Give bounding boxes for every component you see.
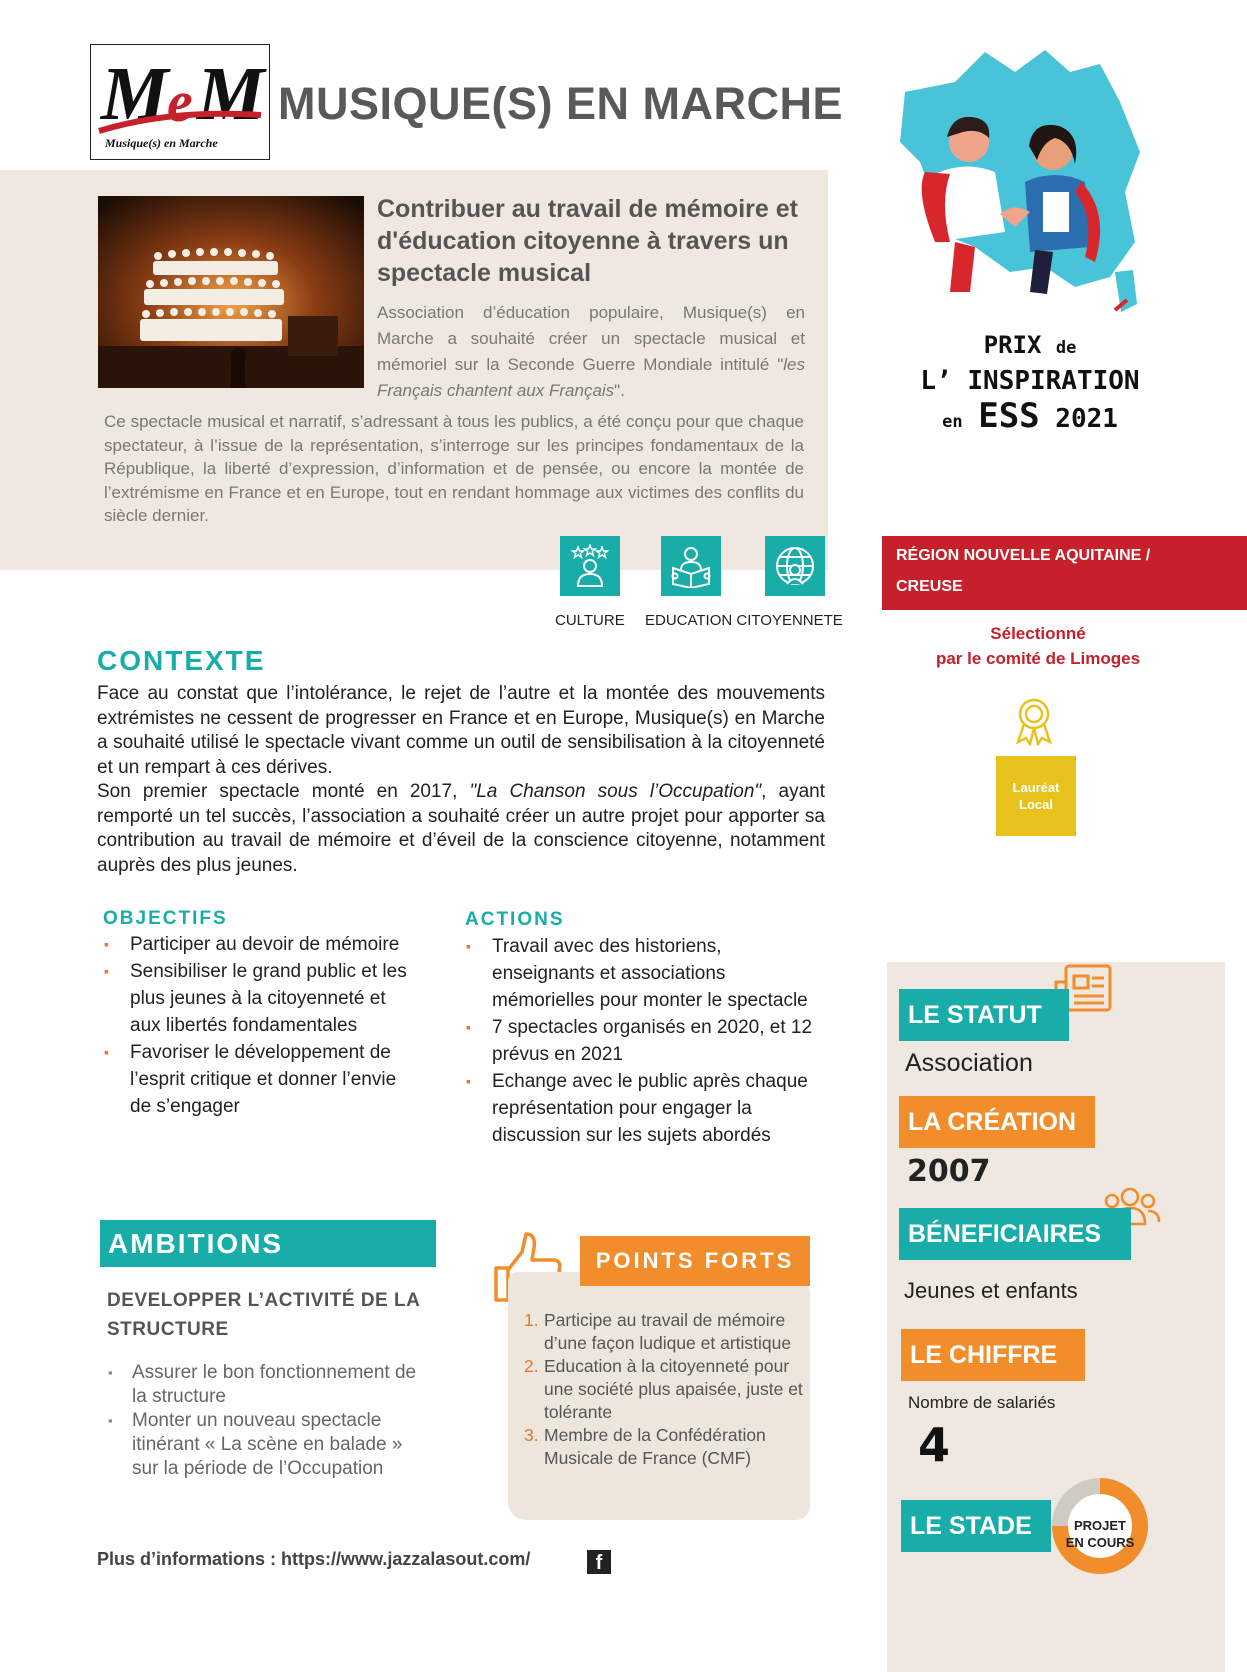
actions-title: ACTIONS [465,909,565,930]
statut-value: Association [905,1049,1033,1077]
footer-link[interactable]: Plus d’informations : https://www.jazzalasout.com/ [97,1549,531,1569]
laureat-badge: Lauréat Local [996,756,1076,836]
theme-label-culture: CULTURE [555,612,625,629]
prize-title: PRIX de L’ INSPIRATION en ESS 2021 [920,331,1140,436]
svg-text:e: e [167,69,193,134]
region-banner: RÉGION NOUVELLE AQUITAINE / CREUSE [882,536,1247,610]
points-forts-title: POINTS FORTS [580,1236,810,1286]
page-title: MUSIQUE(S) EN MARCHE [278,78,844,129]
chiffre-label: LE CHIFFRE [901,1329,1085,1381]
contexte-title: CONTEXTE [97,645,266,676]
list-item: ▪ Sensibiliser le grand public et les plus jeunes à la citoyenneté et aux libertés fondamentales [100,958,420,1039]
intro-paragraph-2: Ce spectacle musical et narratif, s’adressant à tous les publics, a été conçu pour que chaque spectateur, à l’issue de la représentation, s’interroge sur les principes fondamentaux de la République, la liberté d’expression, d’information et de pensée, ou encore la montée de l’extrémisme en France et en Europe, tout en rendant hommage aux victimes des conflits du siècle dernier. [104,412,804,525]
ambitions-title: AMBITIONS [100,1220,436,1267]
logo-caption: Musique(s) en Marche [105,136,218,150]
list-item: Participe au travail de mémoire d’une façon ludique et artistique [544,1310,792,1353]
svg-text:M: M [197,52,265,136]
creation-value: 2007 [907,1154,991,1189]
show-title: les Français chantent aux Français [377,355,805,400]
list-item: ▪ 7 spectacles organisés en 2020, et 12 prévus en 2021 [462,1014,824,1068]
ambitions-subtitle: DEVELOPPER L’ACTIVITÉ DE LA STRUCTURE [107,1290,420,1340]
beneficiaires-label: BÉNEFICIAIRES [899,1208,1131,1260]
contexte-text: Face au constat que l’intolérance, le rejet de l’autre et la montée des mouvements extrémistes ne cessent de progresser en France et en Europe, Musique(s) en Marche a souhaité utilisé le spectacle vivant comme un outil de sensibilisation à la citoyenneté et un rempart à ces dérives. Son premier spectacle monté en 2017, "La Chanson sous l’Occupation", ayant remporté un tel succès, l’association a souhaité créer un autre projet pour apporter sa contribution au travail de mémoire et d’éveil de la conscience citoyenne, notamment auprès des plus jeunes. [97,683,825,876]
list-item: ▪ Echange avec le public après chaque représentation pour engager la discussion sur les sujets abordés [462,1068,824,1149]
people-stars-icon [560,536,620,596]
logo [90,44,270,160]
stade-label: LE STADE [901,1500,1051,1552]
creation-label: LA CRÉATION [899,1096,1095,1148]
list-item: Education à la citoyenneté pour une société plus apaisée, juste et tolérante [544,1356,803,1422]
selection-text: Sélectionné par le comité de Limoges [935,624,1141,668]
rosette-icon [1010,694,1058,751]
beneficiaires-value: Jeunes et enfants [904,1278,1078,1303]
objectifs-list [100,931,420,1120]
facebook-icon[interactable]: f [587,1550,611,1574]
chiffre-value: 4 [918,1418,951,1472]
stade-value: PROJET EN COURS [1065,1518,1135,1550]
list-item: ▪ Participer au devoir de mémoire [100,931,420,958]
choir-photo [98,196,364,388]
list-item: ▪ Favoriser le développement de l’esprit critique et donner l’envie de s’engager [100,1039,420,1120]
intro-headline: Contribuer au travail de mémoire et d'éducation citoyenne à travers un spectacle musical [377,195,798,287]
points-forts-list [524,1309,804,1470]
chiffre-caption: Nombre de salariés [908,1393,1056,1412]
objectifs-title: OBJECTIFS [103,908,228,929]
reader-book-icon [661,536,721,596]
list-item: ▪ Travail avec des historiens, enseignants et associations mémorielles pour monter le spectacle [462,933,824,1014]
list-item: ▪ Monter un nouveau spectacle itinérant « La scène en balade » sur la période de l’Occupation [106,1409,426,1481]
list-item: Membre de la Confédération Musicale de France (CMF) [544,1425,766,1468]
globe-hand-icon [765,536,825,596]
actions-list [462,933,824,1149]
svg-text:M: M [101,52,169,136]
ambitions-list [106,1361,426,1481]
statut-label: LE STATUT [899,989,1069,1041]
list-item: ▪ Assurer le bon fonctionnement de la structure [106,1361,426,1409]
intro-paragraph: Association d’éducation populaire, Musique(s) en Marche a souhaité créer un spectacle musical et mémoriel sur la Seconde Guerre Mondiale intitulé "les Français chantent aux Français". [377,303,805,400]
theme-label-education: EDUCATION CITOYENNETE [645,612,843,629]
